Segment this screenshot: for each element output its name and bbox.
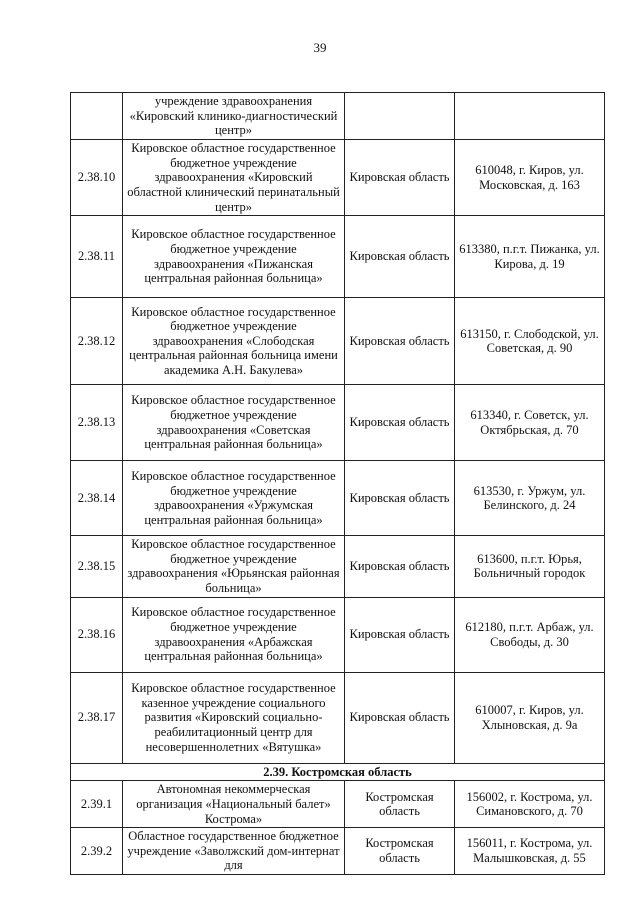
region: Кировская область [345,298,455,385]
section-title: 2.39. Костромская область [71,763,605,781]
row-number: 2.38.11 [71,216,123,298]
organization-name: Кировское областное государственное бюджетное учреждение здравоохранения «Арбажская центральная районная больница» [123,597,345,672]
region [345,93,455,140]
region: Кировская область [345,385,455,461]
row-number: 2.39.2 [71,828,123,875]
table-row [71,140,605,216]
organization-name: Кировское областное государственное бюджетное учреждение здравоохранения «Советская центральная районная больница» [123,385,345,461]
table-row [71,597,605,672]
row-number: 2.39.1 [71,781,123,828]
region: Кировская область [345,461,455,536]
row-number: 2.38.12 [71,298,123,385]
page-number: 39 [313,40,327,55]
region: Кировская область [345,536,455,598]
table-row [71,828,605,875]
address: 613150, г. Слободской, ул. Советская, д. 90 [455,298,605,385]
organization-name: Кировское областное государственное казенное учреждение социального развития «Кировский социально-реабилитационный центр для несовершеннолетних «Вятушка» [123,672,345,763]
table-row [71,298,605,385]
organization-name: Автономная некоммерческая организация «Национальный балет» Кострома» [123,781,345,828]
table-row [71,672,605,763]
region: Кировская область [345,140,455,216]
address [455,93,605,140]
address: 610007, г. Киров, ул. Хлыновская, д. 9а [455,672,605,763]
region: Костромская область [345,781,455,828]
address: 613530, г. Уржум, ул. Белинского, д. 24 [455,461,605,536]
organizations-table [70,92,605,875]
row-number: 2.38.13 [71,385,123,461]
organization-name: Кировское областное государственное бюджетное учреждение здравоохранения «Слободская центральная районная больница имени академика А.Н. Бакулева» [123,298,345,385]
address: 613340, г. Советск, ул. Октябрьская, д. 70 [455,385,605,461]
region: Кировская область [345,597,455,672]
address: 156002, г. Кострома, ул. Симановского, д. 70 [455,781,605,828]
organization-name: Кировское областное государственное бюджетное учреждение здравоохранения «Пижанская центральная районная больница» [123,216,345,298]
row-number: 2.38.14 [71,461,123,536]
row-number: 2.38.17 [71,672,123,763]
region: Кировская область [345,672,455,763]
row-number: 2.38.10 [71,140,123,216]
row-number: 2.38.15 [71,536,123,598]
region: Костромская область [345,828,455,875]
table-row [71,536,605,598]
organization-name: Областное государственное бюджетное учреждение «Заволжский дом-интернат для [123,828,345,875]
address: 612180, п.г.т. Арбаж, ул. Свободы, д. 30 [455,597,605,672]
address: 613380, п.г.т. Пижанка, ул. Кирова, д. 19 [455,216,605,298]
organization-name: учреждение здравоохранения «Кировский клинико-диагностический центр» [123,93,345,140]
address: 610048, г. Киров, ул. Московская, д. 163 [455,140,605,216]
table-row [71,781,605,828]
row-number [71,93,123,140]
organization-name: Кировское областное государственное бюджетное учреждение здравоохранения «Кировский областной клинический перинатальный центр» [123,140,345,216]
organization-name: Кировское областное государственное бюджетное учреждение здравоохранения «Уржумская центральная районная больница» [123,461,345,536]
table-row [71,93,605,140]
table-row [71,461,605,536]
organization-name: Кировское областное государственное бюджетное учреждение здравоохранения «Юрьянская районная больница» [123,536,345,598]
section-header-row [71,763,605,781]
address: 613600, п.г.т. Юрья, Больничный городок [455,536,605,598]
table-row [71,216,605,298]
address: 156011, г. Кострома, ул. Малышковская, д. 55 [455,828,605,875]
table-row [71,385,605,461]
row-number: 2.38.16 [71,597,123,672]
region: Кировская область [345,216,455,298]
